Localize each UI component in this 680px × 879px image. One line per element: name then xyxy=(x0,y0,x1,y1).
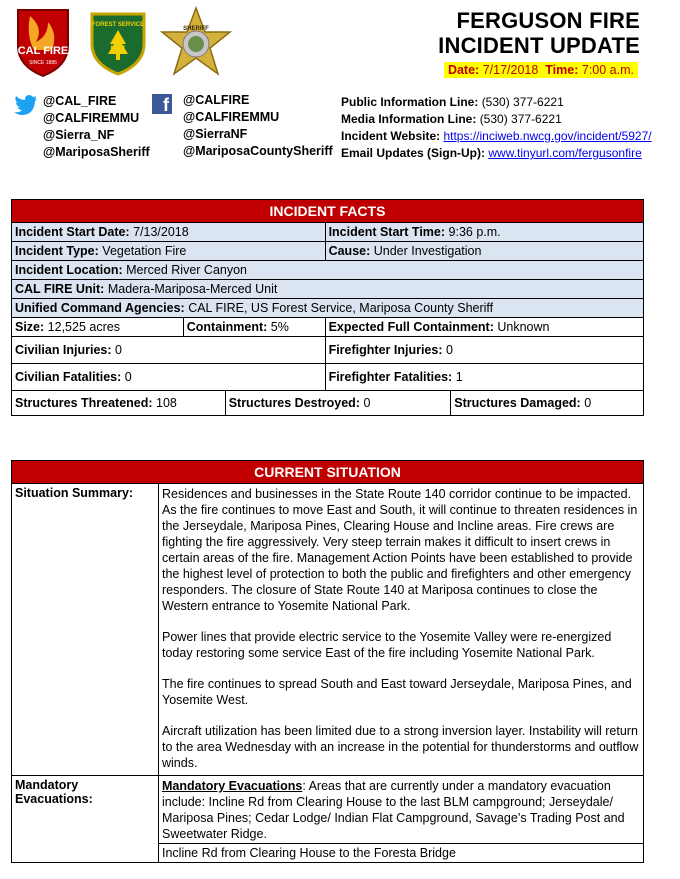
usfs-shield-logo xyxy=(88,10,148,76)
structures-destroyed-value: 0 xyxy=(363,396,371,410)
email-updates-label: Email Updates (Sign-Up): xyxy=(341,146,486,160)
civilian-injuries-label: Civilian Injuries: xyxy=(15,343,112,357)
summary-paragraph: Aircraft utilization has been limited due to a strong inversion layer. Instability will return to the area Wednesday with an increase in the potential for thunderstorms and outflow winds. xyxy=(162,724,639,770)
location-value: Merced River Canyon xyxy=(126,263,248,277)
cause-value: Under Investigation xyxy=(373,244,482,258)
start-time-label: Incident Start Time: xyxy=(328,225,446,239)
website-label: Incident Website: xyxy=(341,129,441,143)
evacuation-sub-item: Incline Rd from Clearing House to the Foresta Bridge xyxy=(159,843,643,862)
cause-cell xyxy=(325,242,643,261)
firefighter-injuries-value: 0 xyxy=(445,343,453,357)
size-cell xyxy=(12,318,184,337)
sheriff-logo-text: SHERIFF xyxy=(183,26,209,32)
summary-paragraph: The fire continues to spread South and East toward Jerseydale, Mariposa Pines, and Yosemite West. xyxy=(162,677,632,707)
situation-summary-body xyxy=(159,484,644,776)
calfire-logo-since: SINCE 1885 xyxy=(29,60,57,66)
firefighter-fatalities-value: 1 xyxy=(455,370,463,384)
civilian-fatalities-label: Civilian Fatalities: xyxy=(15,370,122,384)
expected-containment-cell xyxy=(325,318,643,337)
firefighter-fatalities-label: Firefighter Fatalities: xyxy=(328,370,453,384)
summary-paragraph: Power lines that provide electric service to the Yosemite Valley were re-energized today restoring some service East of the fire including Yosemite National Park. xyxy=(162,630,612,660)
structures-threatened-cell xyxy=(12,391,226,416)
expected-containment-label: Expected Full Containment: xyxy=(328,320,494,334)
date-value: 7/17/2018 xyxy=(482,63,539,77)
evacuations-label: Mandatory Evacuations: xyxy=(12,776,159,863)
incident-facts-table xyxy=(11,199,644,416)
size-value: 12,525 acres xyxy=(47,320,120,334)
structures-damaged-label: Structures Damaged: xyxy=(454,396,581,410)
start-date-cell xyxy=(12,223,326,242)
cause-label: Cause: xyxy=(328,244,371,258)
public-line-label: Public Information Line: xyxy=(341,95,479,109)
agencies-label: Unified Command Agencies: xyxy=(15,301,185,315)
current-situation-heading: CURRENT SITUATION xyxy=(12,461,644,484)
contact-info xyxy=(341,94,652,162)
facebook-handle[interactable]: @SierraNF xyxy=(183,127,248,141)
twitter-handles xyxy=(43,93,150,161)
civilian-injuries-cell xyxy=(12,337,326,364)
agencies-value: CAL FIRE, US Forest Service, Mariposa County Sheriff xyxy=(188,301,494,315)
structures-destroyed-label: Structures Destroyed: xyxy=(228,396,360,410)
structures-destroyed-cell xyxy=(225,391,451,416)
twitter-handle[interactable]: @CAL_FIRE xyxy=(43,94,117,108)
incident-facts-heading: INCIDENT FACTS xyxy=(12,200,644,223)
calfire-logo xyxy=(14,6,72,78)
time-label: Time: xyxy=(545,63,579,77)
page-title xyxy=(438,8,640,58)
time-value: 7:00 a.m. xyxy=(581,63,634,77)
facebook-handle[interactable]: @MariposaCountySheriff xyxy=(183,144,333,158)
date-time-line xyxy=(444,62,638,78)
incident-type-value: Vegetation Fire xyxy=(102,244,187,258)
civilian-injuries-value: 0 xyxy=(115,343,122,357)
containment-label: Containment: xyxy=(186,320,268,334)
structures-damaged-cell xyxy=(451,391,644,416)
incident-type-cell xyxy=(12,242,326,261)
containment-value: 5% xyxy=(270,320,289,334)
size-label: Size: xyxy=(15,320,45,334)
evacuations-text: : Areas that are currently under a mandatory evacuation include: Incline Rd from Clearing House to the last BLM campground; Jerseydale/ Mariposa Pines; Cedar Lodge/ Indian Flat Campground, Savage’s Trading Post and Sweetwater Ridge. xyxy=(162,779,625,841)
email-updates-link[interactable]: www.tinyurl.com/fergusonfire xyxy=(488,146,642,160)
incident-type-label: Incident Type: xyxy=(15,244,99,258)
evacuations-inline-label: Mandatory Evacuations xyxy=(162,779,303,793)
title-line-2: INCIDENT UPDATE xyxy=(438,33,640,58)
facebook-handle[interactable]: @CALFIRE xyxy=(183,93,250,107)
twitter-icon xyxy=(14,95,38,115)
firefighter-fatalities-cell xyxy=(325,364,643,391)
structures-threatened-value: 108 xyxy=(156,396,177,410)
facebook-handles xyxy=(183,92,333,160)
usfs-logo-text: U S xyxy=(110,44,126,54)
public-line-value: (530) 377-6221 xyxy=(481,95,564,109)
facebook-icon: f xyxy=(152,94,172,114)
containment-cell xyxy=(183,318,325,337)
media-line-value: (530) 377-6221 xyxy=(479,112,562,126)
facebook-handle[interactable]: @CALFIREMMU xyxy=(183,110,280,124)
media-line-label: Media Information Line: xyxy=(341,112,477,126)
firefighter-injuries-cell xyxy=(325,337,643,364)
current-situation-table xyxy=(11,460,644,863)
twitter-handle[interactable]: @Sierra_NF xyxy=(43,128,115,142)
start-date-value: 7/13/2018 xyxy=(133,225,189,239)
firefighter-injuries-label: Firefighter Injuries: xyxy=(328,343,443,357)
start-time-value: 9:36 p.m. xyxy=(448,225,501,239)
summary-paragraph: Residences and businesses in the State Route 140 corridor continue to be impacted. As the fire continues to move East and South, it will continue to threaten residences in the Jerseydale, Mariposa Pines, Clearing House and Incline areas. Fire crews are fighting the fire aggressively. Very steep terrain makes it difficult to insert crews in certain areas of the fire. Management Action Points have been established to provide the highest level of protection to both the public and firefighters and other emergency responders. The closure of State Route 140 at Mariposa continues to close the Western entrance to Yosemite National Park. xyxy=(162,487,638,613)
start-date-label: Incident Start Date: xyxy=(15,225,130,239)
website-link[interactable]: https://inciweb.nwcg.gov/incident/5927/ xyxy=(443,129,652,143)
location-cell xyxy=(12,261,644,280)
expected-containment-value: Unknown xyxy=(497,320,550,334)
structures-threatened-label: Structures Threatened: xyxy=(15,396,153,410)
unit-cell xyxy=(12,280,644,299)
title-line-1: FERGUSON FIRE xyxy=(456,8,640,33)
calfire-logo-text: CAL FIRE xyxy=(17,45,69,57)
structures-damaged-value: 0 xyxy=(584,396,592,410)
civilian-fatalities-cell xyxy=(12,364,326,391)
twitter-handle[interactable]: @MariposaSheriff xyxy=(43,145,150,159)
civilian-fatalities-value: 0 xyxy=(124,370,132,384)
start-time-cell xyxy=(325,223,643,242)
usfs-logo-top: FOREST SERVICE xyxy=(91,22,145,28)
unit-value: Madera-Mariposa-Merced Unit xyxy=(107,282,278,296)
unit-label: CAL FIRE Unit: xyxy=(15,282,105,296)
agencies-cell xyxy=(12,299,644,318)
twitter-handle[interactable]: @CALFIREMMU xyxy=(43,111,140,125)
situation-summary-label: Situation Summary: xyxy=(12,484,159,776)
date-label: Date: xyxy=(447,63,480,77)
sheriff-star-logo xyxy=(160,6,232,78)
evacuations-body xyxy=(159,776,644,863)
location-label: Incident Location: xyxy=(15,263,123,277)
